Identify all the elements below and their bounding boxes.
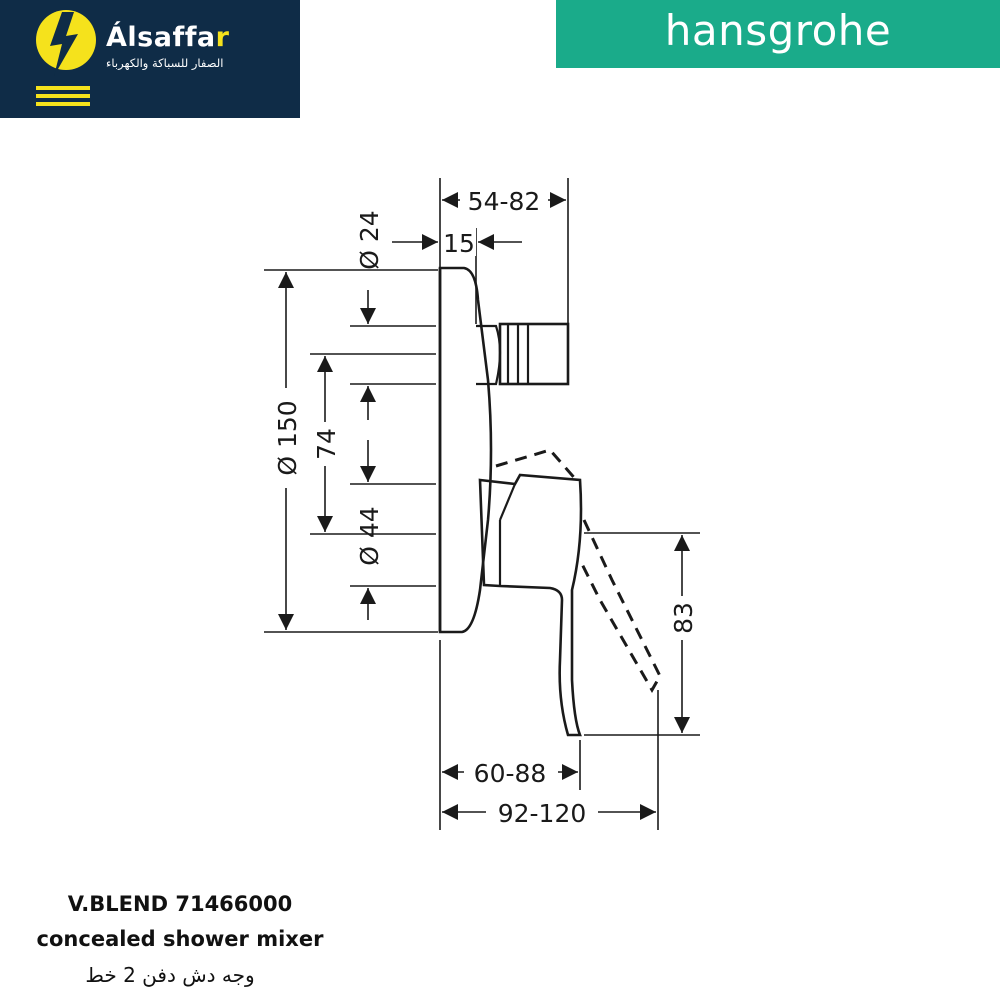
- brand-name: Álsaffar: [106, 22, 230, 53]
- dim-92-120: 92-120: [497, 799, 587, 828]
- dim-d24: Ø 24: [355, 210, 384, 270]
- dim-83: 83: [669, 602, 698, 634]
- dim-d150: Ø 150: [273, 400, 302, 476]
- mixer-outline: [440, 268, 660, 735]
- dim-54-82: 54-82: [467, 187, 541, 216]
- dimension-labels: [272, 184, 698, 828]
- product-description: concealed shower mixer: [36, 927, 324, 951]
- dim-15: 15: [443, 229, 475, 258]
- product-model: V.BLEND 71466000: [67, 892, 293, 916]
- dim-d44: Ø 44: [355, 506, 384, 566]
- dim-60-88: 60-88: [473, 759, 547, 788]
- product-description-arabic: وجه دش دفن 2 خط: [85, 963, 255, 987]
- hansgrohe-wordmark: hansgrohe: [664, 5, 892, 55]
- dim-74: 74: [312, 428, 341, 460]
- brand-subtitle: الصفار للسباكة والكهرباء: [106, 56, 224, 70]
